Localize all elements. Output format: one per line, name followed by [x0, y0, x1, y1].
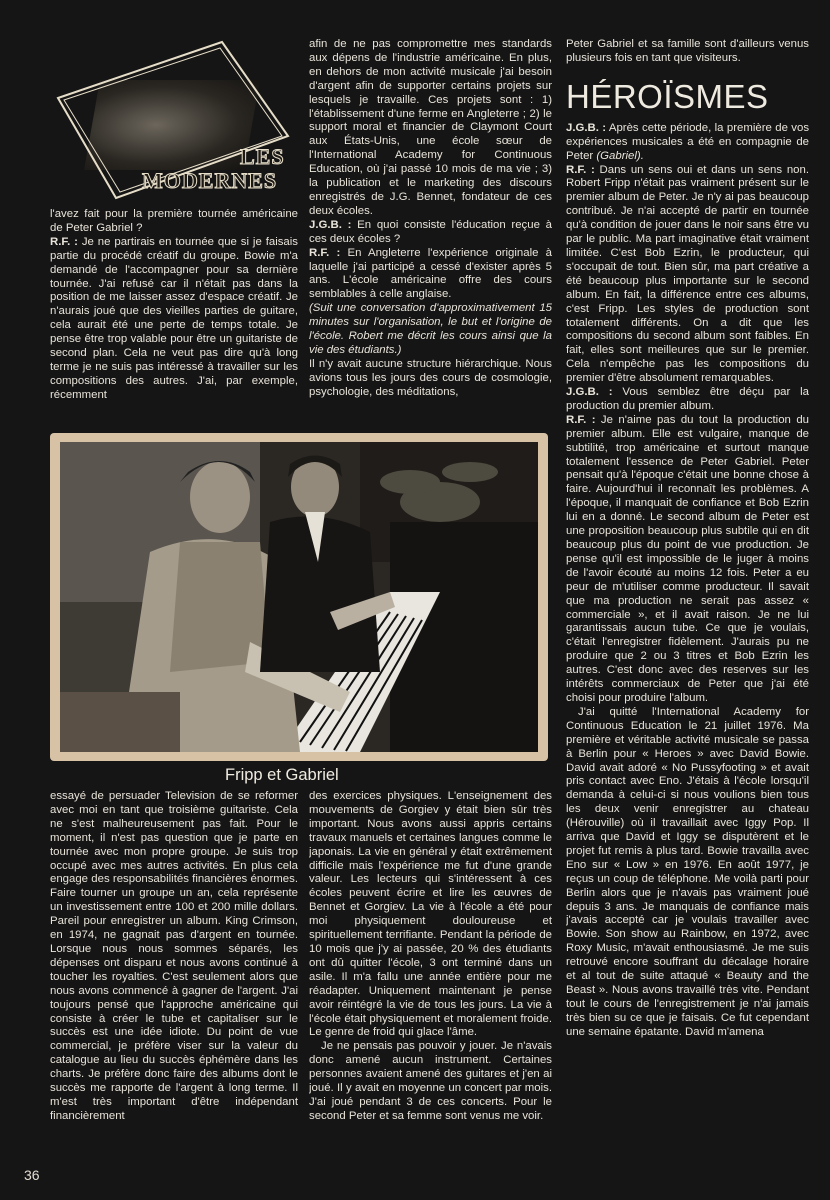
- paragraph-text: J'ai quitté l'International Academy for Continuous Education le 21 juillet 1976. Ma première et véritable activité musicale se passa à Berlin pour « Heroes » avec David Bowie. David avait adoré « No Pussyfooting » et avait pris contact avec Eno. J'étais à l'école lorsqu'il demanda à celui-ci si nous voulions bien tous les deux venir enregistrer au chateau (Hérouville) où il travaillait avec Iggy Pop. Il arriva que David et Iggy se disputèrent et le projet fut remis à plus tard. Bowie travailla avec Eno sur « Low » en 1976. En août 1977, je reçus un coup de téléphone. Me voilà parti pour Berlin alors que je n'avais pas vraiment joué depuis 3 ans. Je manquais de confiance mais j'avais accepté car je voulais travailler avec Bowie. Son show au Rainbow, en 1972, avec Roxy Music, m'avait enthousiasmé. Je me suis retrouvé encore souffrant du décalage horaire et al tout de suite attaqué « Beauty and the Beast ». Nous avons travaillé très vite. Pendant tout le cours de l'enregistrement je n'ai jamais très bien su ce que je faisais. Ce fut cependant une semaine épatante. David m'amena: [566, 705, 809, 1038]
- photo-illustration: [60, 442, 538, 752]
- column-2-bottom: [309, 790, 552, 1180]
- logo-text-les: LES: [240, 144, 285, 169]
- paragraph-text: Je ne partirais en tournée que si je faisais partie du procédé créatif du groupe. Bowie m'a demandé de l'accompagner pour sa dernière tournée. J'ai refusé car il n'était pas dans la position de me laisser assez d'espace créatif. Je n'aurais joué que des vieilles parties de guitare, cela aurait été une perte de temps totale. Je pense être trop valable pour être un guitariste de second plan. Cela ne veut pas dire qu'à long terme je ne suis pas intéressé à travailler sur les compositions des autres. J'ai, par exemple, récemment: [50, 235, 298, 401]
- paragraph: [309, 219, 552, 247]
- fripp-gabriel-photo: [60, 442, 538, 752]
- paragraph: [309, 302, 552, 358]
- paragraph: [50, 208, 298, 236]
- paragraph: [566, 706, 809, 1040]
- paragraph: [566, 38, 809, 66]
- paragraph-text: essayé de persuader Television de se reformer avec moi en tant que troisième guitariste. Cela ne s'est malheureusement pas fait. Pour le moment, il n'est pas question que je parte en tournée avec mon propre groupe. Je suis trop occupé avec mes autres activités. En plus cela engage des responsabilités financières énormes. Faire tourner un groupe un an, cela représente un investissement entre 100 et 200 mille dollars. Pareil pour enregistrer un album. King Crimson, en 1974, ne gagnait pas d'argent en tournée. Lorsque nous nous sommes séparés, les dépenses ont disparu et nous avons continué à toucher les royalties. C'est seulement alors que nous avons commencé à gagner de l'argent. J'ai toujours pensé que l'approche américaine qui consiste à créer le tube et capitaliser sur le succès est une idée idiote. Du point de vue commercial, je préfère viser sur la valeur du catalogue au lieu du succès éphémère dans les charts. Je préfère donc faire des albums dont le succès me rapporte de l'argent à long terme. Il m'est très important d'être indépendant financièrement: [50, 790, 298, 1122]
- column-2-top: [309, 38, 552, 426]
- speaker-label: J.G.B. :: [566, 386, 613, 399]
- speaker-label: R.F. :: [566, 163, 595, 176]
- paragraph-text: En quoi consiste l'éducation reçue à ces deux écoles ?: [309, 218, 552, 245]
- speaker-label: R.F. :: [566, 413, 596, 426]
- paragraph: [566, 414, 809, 706]
- paragraph-text: Vous semblez être déçu par la production du premier album.: [566, 386, 809, 412]
- photo-caption: Fripp et Gabriel: [225, 766, 339, 784]
- paragraph: [309, 790, 552, 1040]
- paragraph: [566, 386, 809, 414]
- logo-text-modernes: MODERNES: [142, 168, 278, 193]
- paragraph-text: En Angleterre l'expérience originale à laquelle j'ai participé a cessé d'exister après 5 ans. L'école américaine offre des cours semblables à celle anglaise.: [309, 246, 552, 301]
- paragraph-text: Je ne pensais pas pouvoir y jouer. Je n'avais donc amené aucun instrument. Certaines personnes avaient amené des guitares et j'en ai joué. Il y avait en moyenne un concert par mois. J'ai joué pendant 3 de ces concerts. Pour le second Peter et sa femme sont venus me voir.: [309, 1040, 552, 1122]
- speaker-label: R.F. :: [309, 246, 341, 259]
- paragraph: [309, 38, 552, 219]
- paragraph-text: Il n'y avait aucune structure hiérarchique. Nous avions tous les jours des cours de cosmologie, psychologie, des méditations,: [309, 357, 552, 398]
- speaker-label: J.G.B. :: [566, 121, 607, 134]
- column-3: [566, 38, 809, 1190]
- paragraph-text: l'avez fait pour la première tournée américaine de Peter Gabriel ?: [50, 208, 298, 234]
- les-modernes-logo: [50, 40, 300, 202]
- speaker-label: R.F. :: [50, 235, 78, 248]
- paragraph-text: afin de ne pas compromettre mes standards aux dépens de l'industrie américaine. En plus, en dehors de mon activité musicale j'ai besoin d'argent afin de supporter certains projets sur lesquels je travaille. Ces projets sont : 1) l'établissement d'une ferme en Angleterre ; 2) le support moral et financier de Claymont Court aux États-Unis, une école sœur de l'International Academy for Continuous Education, où j'ai passé 10 mois de ma vie ; 3) la publication et le marketing des discours enregistrés de J.G. Bennet, fondateur de ces deux écoles.: [309, 38, 552, 217]
- page-number: 36: [24, 1167, 40, 1183]
- paragraph: [566, 164, 809, 387]
- italic-note: (Suit une conversation d'approximativement 15 minutes sur l'organisation, le but et l'origine de l'école. Robert me décrit les cours ainsi que la vie des étudiants.): [309, 302, 552, 356]
- paragraph: [50, 790, 298, 1124]
- photo-frame: [50, 433, 548, 761]
- paragraph-text: Dans un sens oui et dans un sens non. Robert Fripp n'était pas vraiment présent sur le premier album de Peter. Je n'y ai pas beaucoup contribué. Je n'ai accepté de partir en tournée qu'à condition de jouer dans le noir sans être vu par le public. Ma part imaginative était vraiment limitée. C'est Bob Ezrin, le producteur, qui s'occupait de tout. Bien sûr, ma part créative a été beaucoup plus importante sur le second album. En fait, la différence entre ces albums, c'est Fripp. Les styles de production sont totalement différents. On a dit que les compositions du second album sont faibles. En fait, elles sont meilleures que sur le premier. Cela n'empêche pas les compositions du premier d'être absolument remarquables.: [566, 163, 809, 385]
- paragraph: [309, 247, 552, 303]
- paragraph-text: Je n'aime pas du tout la production du premier album. Elle est vulgaire, manque de subtilité, trop américaine et surtout manque totalement l'essence de Peter Gabriel. Peter pensait qu'à l'époque c'était une bonne chose à faire. Aujourd'hui il reconnaît les problèmes. A l'époque, il manquait de confiance et Bob Ezrin lui en a donné. Le second album de Peter est une proposition beaucoup plus subtile qui en dit beaucoup plus du point de vue production. Je pense qu'il est impossible de le juger à moins de l'avoir écouté au moins 12 fois. Peter a eu peur de m'utiliser comme producteur. Il savait que ma production ne serait pas assez « commerciale », et il avait raison. Je ne lui garantissais aucun tube. Ce que je voulais, c'était l'enregistrer fidèlement. J'aurais pu ne produire que 2 ou 3 titres et Bob Ezrin les autres. C'est donc avec des reserves sur les intérêts commerciaux de Peter que j'ai été choisi pour produire l'album.: [566, 413, 809, 704]
- paragraph-text: Après cette période, la première de vos expériences musicales a été en compagnie de Peter: [566, 121, 809, 162]
- paragraph: [309, 358, 552, 400]
- column-1-bottom: [50, 790, 298, 1180]
- paragraph: [50, 236, 298, 403]
- column-1-top: [50, 208, 298, 426]
- speaker-label: J.G.B. :: [309, 218, 352, 231]
- paragraph-text: Peter Gabriel et sa famille sont d'ailleurs venus plusieurs fois en tant que visiteurs.: [566, 38, 809, 64]
- paragraph: [309, 1040, 552, 1123]
- paragraph-text: des exercices physiques. L'enseignement des mouvements de Gorgiev y était bien sûr très important. Nous avons aussi appris certains travaux manuels et certaines langues comme le japonais. La vie en général y était extrêmement difficile mais l'expérience me fut d'une grande valeur. Les lecteurs qui s'intéressent à ces écoles peuvent écrire et lire les œuvres de Bennet et Gorgiev. La vie à l'école a été pour moi physiquement douloureuse et spirituellement terrifiante. Pendant la période de 10 mois que j'y ai passée, 20 % des étudiants ont dû quitter l'école, 3 ont terminé dans un asile. Il m'a fallu une année entière pour me réadapter. Uniquement maintenant je pense avoir réintégré la vie de tous les jours. La vie à l'école était physiquement et moralement froide. Le genre de froid qui glace l'âme.: [309, 790, 552, 1039]
- paragraph: [566, 122, 809, 164]
- section-heading: HÉROÏSMES: [566, 78, 769, 115]
- italic-text: (Gabriel).: [596, 149, 644, 162]
